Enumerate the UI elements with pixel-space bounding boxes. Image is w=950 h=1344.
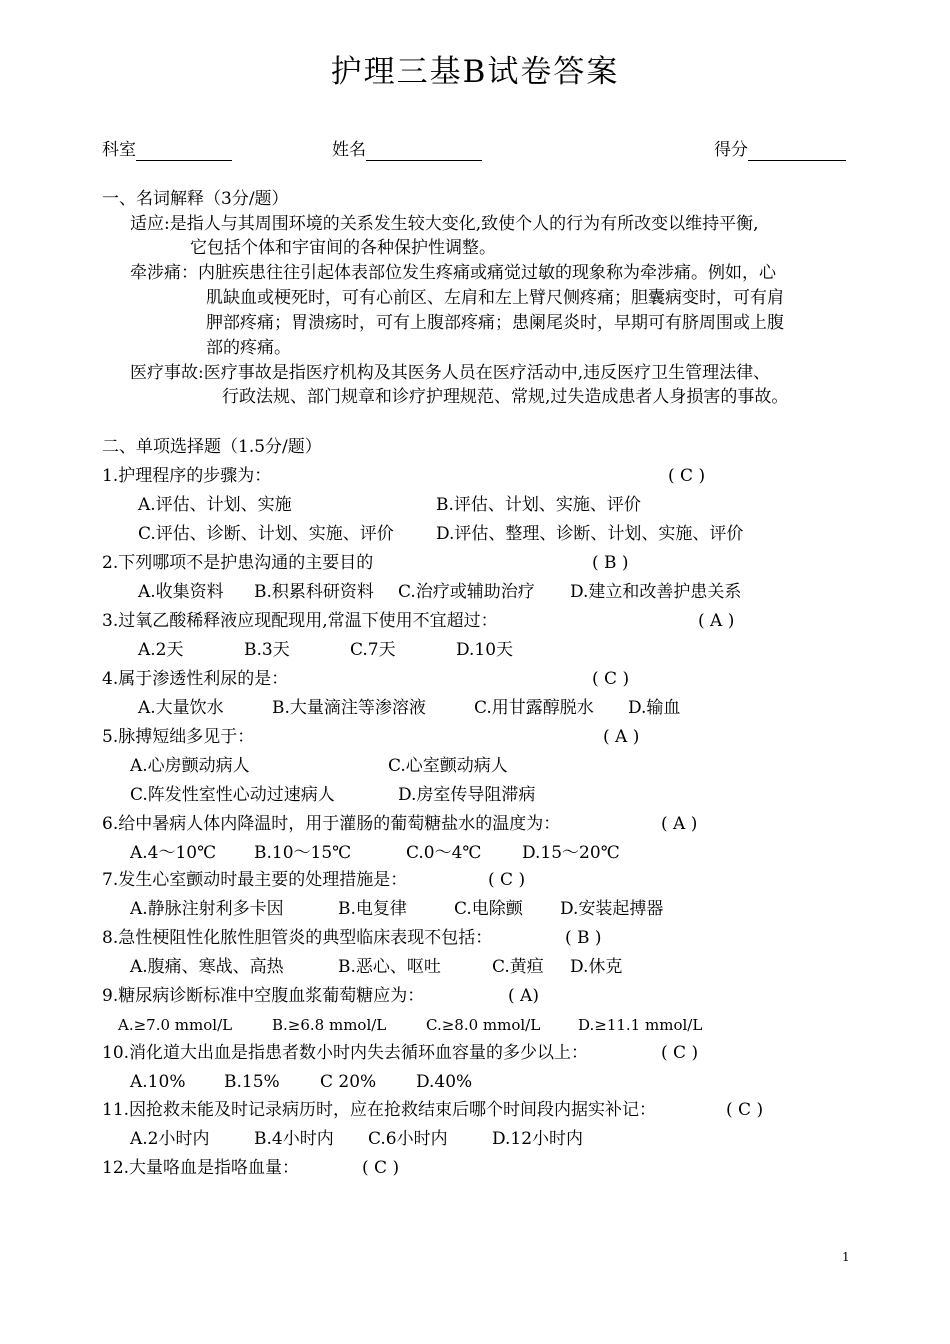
option: C.0～4℃ [406,843,482,863]
option: D.15～20℃ [522,843,620,863]
option: C.黄疸 [492,957,544,977]
section-heading: 二、单项选择题（1.5分/题） [102,437,322,457]
question-text: 4.属于渗透性利尿的是： [102,669,289,689]
option: C.心室颤动病人 [388,756,508,776]
term-text: 牵涉痛：内脏疾患往往引起体表部位发生疼痛或痛觉过敏的现象称为牵涉痛。例如，心 [130,263,776,283]
name-label: 姓名 [332,140,366,160]
option: B.4小时内 [254,1129,334,1149]
score-blank [748,142,846,161]
question-text: 11.因抢救未能及时记录病历时，应在抢救结束后哪个时间段内据实补记： [102,1100,657,1120]
option: C.≥8.0 mmol/L [426,1016,541,1034]
answer: ( C ) [362,1158,400,1178]
option: D.休克 [570,957,623,977]
option: A.心房颤动病人 [130,756,250,776]
name-blank [366,142,482,161]
option: C.治疗或辅助治疗 [398,582,535,602]
option: A.腹痛、寒战、高热 [130,957,284,977]
question-text: 5.脉搏短绌多见于： [102,727,255,747]
option: A.4～10℃ [130,843,217,863]
answer: ( B ) [592,553,629,573]
question-text: 2.下列哪项不是护患沟通的主要目的 [102,553,374,573]
option: B.评估、计划、实施、评价 [436,495,641,515]
option: D.40% [416,1072,473,1092]
name-field [332,139,482,161]
option: A.静脉注射利多卡因 [130,899,284,919]
dept-blank [136,142,232,161]
score-label: 得分 [714,140,748,160]
answer: ( A ) [603,727,640,747]
question-text: 10.消化道大出血是指患者数小时内失去循环血容量的多少以上： [102,1043,589,1063]
option: B.3天 [244,640,290,660]
option: C.6小时内 [368,1129,448,1149]
option: D.10天 [456,640,514,660]
term-text: 行政法规、部门规章和诊疗护理规范、常规,过失造成患者人身损害的事故。 [222,387,789,407]
option: A.≥7.0 mmol/L [118,1016,233,1034]
option: B.大量滴注等渗溶液 [272,698,426,718]
answer: ( A ) [698,611,735,631]
answer: ( A ) [661,814,698,834]
answer: ( B ) [565,928,602,948]
option: B.积累科研资料 [254,582,374,602]
option: D.≥11.1 mmol/L [578,1016,703,1034]
score-field [714,139,846,161]
question-text: 8.急性梗阻性化脓性胆管炎的典型临床表现不包括： [102,928,493,948]
option: D.输血 [628,698,681,718]
dept-label: 科室 [102,140,136,160]
option: A.2天 [138,640,184,660]
option: A.收集资料 [138,582,224,602]
page-number: 1 [842,1250,850,1264]
term-text: 部的疼痛。 [206,338,291,358]
question-text: 9.糖尿病诊断标准中空腹血浆葡萄糖应为： [102,986,425,1006]
option: C.评估、诊断、计划、实施、评价 [138,524,394,544]
section-heading: 一、名词解释（3分/题） [102,189,289,209]
option: A.2小时内 [130,1129,210,1149]
option: D.评估、整理、诊断、计划、实施、评价 [436,524,744,544]
answer: ( C ) [592,669,630,689]
term-text: 适应:是指人与其周围环境的关系发生较大变化,致使个人的行为有所改变以维持平衡, [130,214,759,234]
answer: ( C ) [668,466,706,486]
option: C 20% [320,1072,377,1092]
answer: ( C ) [488,870,526,890]
option: A.评估、计划、实施 [138,495,292,515]
option: B.恶心、呕吐 [338,957,441,977]
question-text: 3.过氧乙酸稀释液应现配现用,常温下使用不宜超过： [102,611,498,631]
answer: ( C ) [726,1100,764,1120]
option: B.10～15℃ [254,843,352,863]
option: C.电除颤 [454,899,523,919]
question-text: 7.发生心室颤动时最主要的处理措施是： [102,870,408,890]
option: D.12小时内 [492,1129,584,1149]
option: C.7天 [350,640,396,660]
option: B.电复律 [338,899,407,919]
answer: ( A) [508,986,539,1006]
term-text: 它包括个体和宇宙间的各种保护性调整。 [190,238,496,258]
option: A.10% [130,1072,186,1092]
term-text: 医疗事故:医疗事故是指医疗机构及其医务人员在医疗活动中,违反医疗卫生管理法律、 [130,363,771,383]
term-text: 胛部疼痛；胃溃疡时，可有上腹部疼痛；患阑尾炎时，早期可有脐周围或上腹 [206,313,784,333]
option: A.大量饮水 [138,698,224,718]
option: D.安装起搏器 [560,899,664,919]
option: D.房室传导阻滞病 [398,785,536,805]
answer: ( C ) [661,1043,699,1063]
term-text: 肌缺血或梗死时，可有心前区、左肩和左上臂尺侧疼痛；胆囊病变时，可有肩 [206,288,784,308]
question-text: 12.大量咯血是指咯血量： [102,1158,300,1178]
option: B.≥6.8 mmol/L [272,1016,387,1034]
question-text: 6.给中暑病人体内降温时，用于灌肠的葡萄糖盐水的温度为： [102,814,561,834]
option: C.阵发性室性心动过速病人 [130,785,335,805]
option: C.用甘露醇脱水 [474,698,594,718]
option: B.15% [224,1072,280,1092]
question-text: 1.护理程序的步骤为： [102,466,272,486]
dept-field [102,139,232,161]
page-title: 护理三基B试卷答案 [330,54,620,90]
option: D.建立和改善护患关系 [570,582,742,602]
